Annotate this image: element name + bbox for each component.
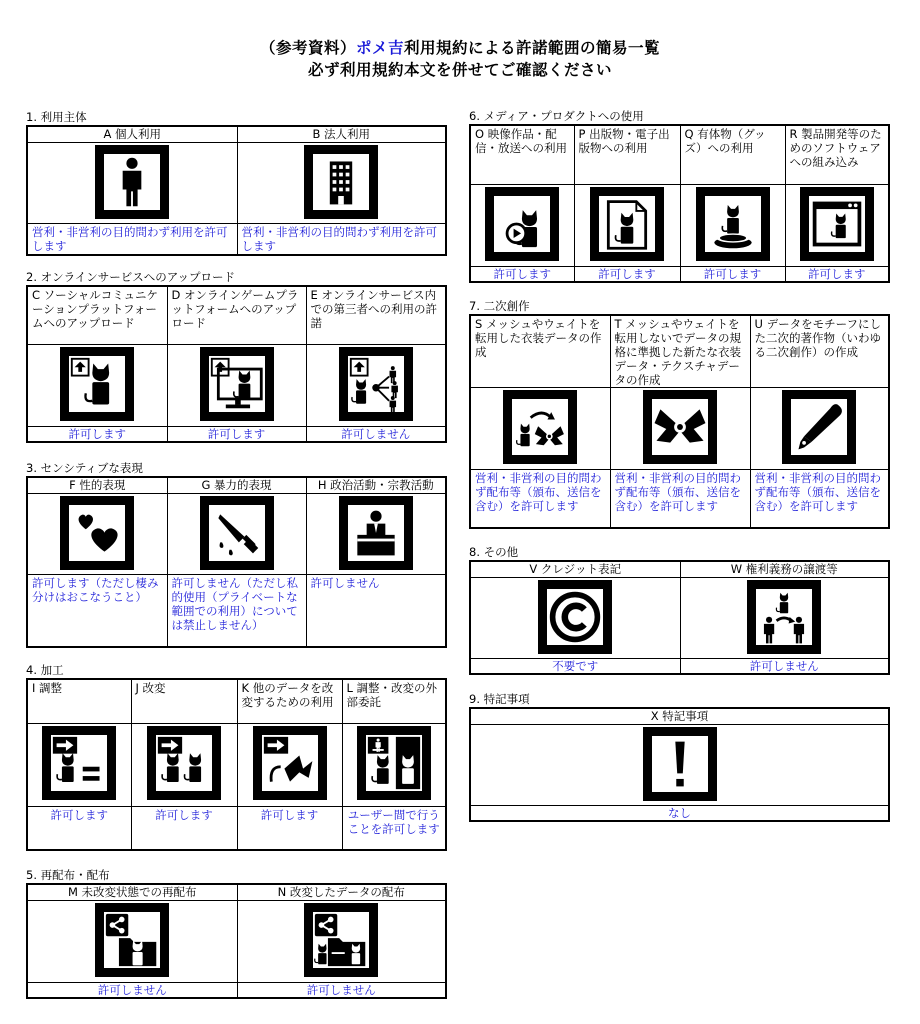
item-f-result: 許可します（ただし棲み分けはおこなうこと） — [27, 575, 167, 647]
outsource-icon — [359, 728, 429, 798]
hearts-icon — [62, 498, 132, 568]
section-4-table — [26, 678, 447, 851]
section-3 — [26, 461, 447, 648]
section-2-table — [26, 285, 447, 443]
item-g-result: 許可しません（ただし私的使用（プライベートな範囲での利用）については禁止しません） — [167, 575, 306, 647]
item-k-head: K 他のデータを改変するための利用 — [237, 679, 342, 723]
item-k-result: 許可します — [237, 806, 342, 850]
knife-icon — [202, 498, 272, 568]
item-d-head: D オンラインゲームプラットフォームへのアップロード — [167, 286, 306, 344]
transfer-people-icon — [749, 582, 819, 652]
section-2-title: 2. オンラインサービスへのアップロード — [26, 270, 235, 284]
section-5 — [26, 868, 447, 999]
modify-ribbon-icon — [255, 728, 325, 798]
item-q-result: 許可します — [680, 266, 785, 282]
section-3-title: 3. センシティブな表現 — [26, 461, 143, 475]
section-7 — [469, 299, 890, 529]
section-9 — [469, 692, 890, 822]
page-subtitle: 必ず利用規約本文を併せてご確認ください — [307, 61, 612, 79]
item-b-result: 営利・非営利の目的問わず利用を許可します — [237, 224, 446, 256]
section-9-title: 9. 特記事項 — [469, 692, 530, 706]
item-e-result: 許可しません — [306, 426, 446, 442]
section-6-table — [469, 124, 890, 283]
item-r-result: 許可します — [785, 266, 889, 282]
person-icon — [97, 147, 167, 217]
item-o-result: 許可します — [470, 266, 574, 282]
exclamation-icon — [645, 729, 715, 799]
upload-cat-icon — [62, 349, 132, 419]
title-suffix: 利用規約による許諾範囲の簡易一覧 — [404, 39, 661, 57]
section-7-title: 7. 二次創作 — [469, 299, 530, 313]
item-i-head: I 調整 — [27, 679, 131, 723]
share-folder-cat-icon — [97, 905, 167, 975]
item-h-result: 許可しません — [306, 575, 446, 647]
item-i-result: 許可します — [27, 806, 131, 850]
upload-share-people-icon — [341, 349, 411, 419]
software-window-icon — [802, 189, 872, 259]
section-8 — [469, 545, 890, 675]
section-4-title: 4. 加工 — [26, 663, 64, 677]
item-f-head: F 性的表現 — [27, 477, 167, 494]
item-w-result: 許可しません — [680, 659, 889, 675]
video-cat-icon — [487, 189, 557, 259]
building-icon — [306, 147, 376, 217]
title-prefix: （参考資料） — [259, 39, 356, 57]
cat-arrow-ribbon-icon — [505, 392, 575, 462]
item-s-result: 営利・非営利の目的問わず配布等（頒布、送信を含む）を許可します — [470, 470, 610, 528]
document-cat-icon — [592, 189, 662, 259]
adjust-cat-equal-icon — [44, 728, 114, 798]
item-p-head: P 出版物・電子出版物への利用 — [574, 125, 680, 184]
pen-nib-icon — [784, 392, 854, 462]
item-d-result: 許可します — [167, 426, 306, 442]
item-c-head: C ソーシャルコミュニケーションプラットフォームへのアップロード — [27, 286, 167, 344]
item-n-head: N 改変したデータの配布 — [237, 884, 446, 901]
item-u-head: U データをモチーフにした二次的著作物（いわゆる二次創作）の作成 — [750, 315, 889, 388]
item-t-head: T メッシュやウェイトを転用しないでデータの規格に準拠した新たな衣装データ・テクスチャデータの作成 — [610, 315, 750, 388]
item-u-result: 営利・非営利の目的問わず配布等（頒布、送信を含む）を許可します — [750, 470, 889, 528]
item-t-result: 営利・非営利の目的問わず配布等（頒布、送信を含む）を許可します — [610, 470, 750, 528]
item-l-result: ユーザー間で行うことを許可します — [342, 806, 446, 850]
section-4 — [26, 663, 447, 851]
item-c-result: 許可します — [27, 426, 167, 442]
item-w-head: W 権利義務の譲渡等 — [680, 561, 889, 578]
section-6 — [469, 109, 890, 283]
item-h-head: H 政治活動・宗教活動 — [306, 477, 446, 494]
section-8-table — [469, 560, 890, 675]
item-l-head: L 調整・改変の外部委託 — [342, 679, 446, 723]
item-x-result: なし — [470, 806, 889, 822]
item-j-result: 許可します — [131, 806, 237, 850]
figure-cat-icon — [698, 189, 768, 259]
section-7-table — [469, 314, 890, 529]
item-x-head: X 特記事項 — [470, 708, 889, 725]
title-highlight: ポメ吉 — [355, 39, 404, 57]
podium-speaker-icon — [341, 498, 411, 568]
section-1 — [26, 110, 447, 256]
item-m-result: 許可しません — [27, 983, 237, 999]
item-g-head: G 暴力的表現 — [167, 477, 306, 494]
section-1-title: 1. 利用主体 — [26, 110, 87, 124]
item-j-head: J 改変 — [131, 679, 237, 723]
section-8-title: 8. その他 — [469, 545, 519, 559]
upload-monitor-cat-icon — [202, 349, 272, 419]
item-p-result: 許可します — [574, 266, 680, 282]
page-title — [0, 36, 920, 58]
section-5-table — [26, 883, 447, 999]
copyright-icon — [540, 582, 610, 652]
item-a-head: A 個人利用 — [27, 126, 237, 143]
item-v-result: 不要です — [470, 659, 680, 675]
share-folder-modified-icon — [306, 905, 376, 975]
item-v-head: V クレジット表記 — [470, 561, 680, 578]
item-r-head: R 製品開発等のためのソフトウェアへの組み込み — [785, 125, 889, 184]
item-b-head: B 法人利用 — [237, 126, 446, 143]
item-q-head: Q 有体物（グッズ）への利用 — [680, 125, 785, 184]
section-3-table — [26, 476, 447, 648]
item-m-head: M 未改変状態での再配布 — [27, 884, 237, 901]
item-n-result: 許可しません — [237, 983, 446, 999]
section-5-title: 5. 再配布・配布 — [26, 868, 110, 882]
item-e-head: E オンラインサービス内での第三者への利用の許諾 — [306, 286, 446, 344]
modify-cat-icon — [149, 728, 219, 798]
item-a-result: 営利・非営利の目的問わず利用を許可します — [27, 224, 237, 256]
ribbon-icon — [645, 392, 715, 462]
section-1-table — [26, 125, 447, 256]
item-s-head: S メッシュやウェイトを転用した衣装データの作成 — [470, 315, 610, 388]
section-2 — [26, 270, 447, 443]
item-o-head: O 映像作品・配信・放送への利用 — [470, 125, 574, 184]
section-6-title: 6. メディア・プロダクトへの使用 — [469, 109, 644, 123]
section-9-table — [469, 707, 890, 822]
